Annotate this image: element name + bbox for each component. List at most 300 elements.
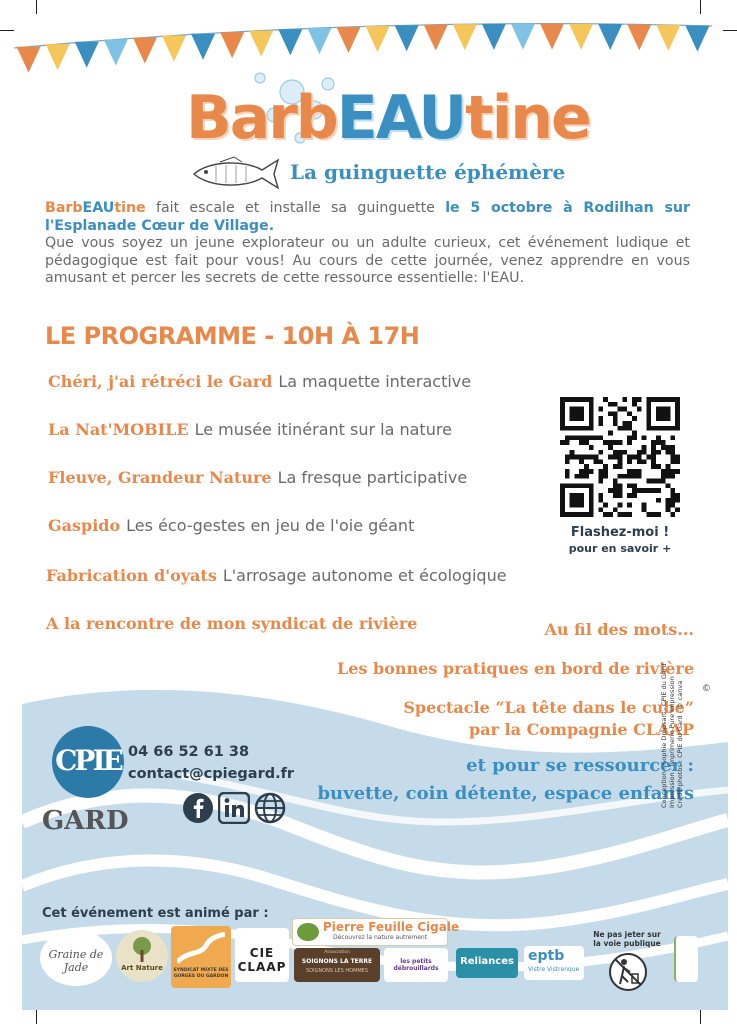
qr-module — [670, 455, 675, 460]
qr-module — [670, 445, 675, 450]
qr-module — [622, 512, 627, 517]
partner-logo-reliances — [456, 948, 518, 978]
qr-module — [579, 469, 584, 474]
qr-module — [670, 397, 675, 402]
qr-module — [574, 397, 579, 402]
qr-module — [656, 488, 661, 493]
qr-module — [618, 474, 623, 479]
qr-module — [622, 426, 627, 431]
qr-module — [570, 397, 575, 402]
partner-logo-eptb — [524, 946, 584, 980]
qr-module — [642, 450, 647, 455]
qr-module — [618, 455, 623, 460]
bunting-flag — [627, 24, 651, 50]
copyright-mark: © — [702, 684, 711, 694]
qr-module — [579, 459, 584, 464]
qr-module — [584, 474, 589, 479]
qr-module — [618, 493, 623, 498]
qr-module — [622, 421, 627, 426]
dispose-line: la voie publique — [593, 939, 661, 948]
qr-module — [627, 421, 632, 426]
qr-module — [646, 488, 651, 493]
bunting-flag — [540, 24, 564, 50]
qr-module — [574, 435, 579, 440]
qr-module — [637, 407, 642, 412]
bunting-flag — [191, 34, 215, 60]
qr-module — [670, 450, 675, 455]
qr-module — [656, 479, 661, 484]
bunting-flag — [17, 47, 41, 73]
qr-module — [651, 440, 656, 445]
bunting-flag — [366, 26, 390, 52]
qr-module — [560, 440, 565, 445]
qr-module — [608, 402, 613, 407]
imprimvert-logo — [674, 936, 698, 982]
qr-module — [565, 440, 570, 445]
bunting-flag — [395, 25, 419, 51]
credits-line: Impression : Imprimerie Pure Impression — [668, 676, 676, 808]
qr-module — [560, 402, 565, 407]
bunting-flag — [598, 24, 622, 50]
leaf-icon — [297, 923, 319, 941]
partner-logo-pierre-feuille-cigale — [292, 918, 460, 946]
activity-desc: L'arrosage autonome et écologique — [222, 566, 507, 585]
qr-module — [632, 397, 637, 402]
qr-module — [579, 426, 584, 431]
qr-module — [579, 440, 584, 445]
qr-module — [666, 450, 671, 455]
qr-module — [670, 493, 675, 498]
qr-module — [666, 397, 671, 402]
qr-module — [598, 421, 603, 426]
partner-logo-claap — [235, 928, 289, 982]
activity-desc: La maquette interactive — [278, 372, 472, 391]
qr-module — [570, 512, 575, 517]
qr-module — [651, 426, 656, 431]
cpie-logo-text: CPIE — [55, 744, 121, 777]
qr-module — [661, 407, 666, 412]
qr-module — [570, 503, 575, 508]
qr-module — [598, 407, 603, 412]
qr-module — [608, 431, 613, 436]
qr-module — [613, 440, 618, 445]
qr-module — [565, 512, 570, 517]
partner-tagline: Découvrez la nature autrement — [333, 934, 428, 941]
qr-module — [627, 440, 632, 445]
qr-module — [613, 455, 618, 460]
qr-module — [656, 512, 661, 517]
qr-module — [627, 503, 632, 508]
qr-module — [656, 450, 661, 455]
qr-module — [589, 397, 594, 402]
qr-module — [637, 397, 642, 402]
qr-module — [622, 474, 627, 479]
qr-module — [613, 416, 618, 421]
qr-module — [627, 469, 632, 474]
activity-item — [46, 566, 507, 585]
qr-module — [574, 416, 579, 421]
qr-module — [670, 512, 675, 517]
qr-module — [666, 483, 671, 488]
qr-module — [608, 440, 613, 445]
qr-module — [589, 411, 594, 416]
qr-module — [618, 450, 623, 455]
qr-module — [670, 474, 675, 479]
qr-module — [627, 512, 632, 517]
activity-title: Fabrication d'oyats — [46, 566, 217, 585]
qr-module — [570, 411, 575, 416]
spectacle-line: Spectacle “La tête dans le cube” — [403, 698, 694, 717]
qr-module — [651, 488, 656, 493]
qr-module — [670, 459, 675, 464]
partner-logo-petits-debrouillards — [384, 948, 448, 982]
qr-module — [618, 464, 623, 469]
activity-item — [48, 516, 414, 535]
facebook-icon[interactable] — [182, 792, 214, 824]
qr-module — [666, 416, 671, 421]
qr-module — [565, 459, 570, 464]
qr-module — [584, 440, 589, 445]
qr-module — [618, 426, 623, 431]
qr-module — [666, 498, 671, 503]
no-litter-icon — [608, 952, 648, 992]
qr-module — [675, 411, 680, 416]
qr-module — [656, 440, 661, 445]
partner-logo-graine — [40, 930, 112, 986]
qr-module — [627, 483, 632, 488]
bunting-flag — [220, 32, 244, 58]
qr-module — [642, 459, 647, 464]
bunting-flag — [336, 27, 360, 53]
qr-module — [656, 498, 661, 503]
qr-module — [675, 426, 680, 431]
qr-module — [651, 464, 656, 469]
qr-module — [666, 503, 671, 508]
dispose-notice — [592, 930, 662, 948]
qr-module — [570, 450, 575, 455]
qr-module — [589, 455, 594, 460]
qr-module — [603, 464, 608, 469]
activity-item — [48, 468, 467, 487]
qr-module — [656, 397, 661, 402]
cpie-logo — [52, 726, 124, 798]
qr-module — [579, 397, 584, 402]
qr-module — [589, 421, 594, 426]
qr-module — [670, 488, 675, 493]
qr-module — [632, 488, 637, 493]
qr-module — [627, 411, 632, 416]
qr-module — [579, 512, 584, 517]
partner-name: Reliances — [460, 956, 514, 967]
qr-module — [565, 455, 570, 460]
qr-module — [574, 493, 579, 498]
qr-module — [598, 435, 603, 440]
qr-module — [603, 469, 608, 474]
qr-module — [618, 512, 623, 517]
qr-module — [589, 512, 594, 517]
globe-icon[interactable] — [254, 792, 286, 824]
qr-module — [579, 474, 584, 479]
qr-module — [661, 445, 666, 450]
qr-module — [603, 512, 608, 517]
qr-module — [560, 416, 565, 421]
event-subtitle: La guinguette éphémère — [290, 160, 566, 184]
qr-module — [675, 416, 680, 421]
bunting-flag — [162, 36, 186, 62]
qr-module — [618, 488, 623, 493]
partner-name: Art Nature — [121, 964, 163, 972]
qr-module — [579, 416, 584, 421]
qr-module — [666, 426, 671, 431]
qr-module — [603, 503, 608, 508]
bunting-flag — [307, 28, 331, 54]
ressourcer-line: et pour se ressourcer : — [466, 755, 694, 776]
bunting-flag — [133, 37, 157, 63]
activity-desc: La fresque participative — [277, 468, 468, 487]
qr-module — [560, 411, 565, 416]
qr-module — [579, 407, 584, 412]
qr-module — [656, 411, 661, 416]
programme-item-pratiques: Les bonnes pratiques en bord de rivière — [337, 659, 694, 678]
qr-module — [574, 483, 579, 488]
qr-module — [642, 435, 647, 440]
qr-module — [584, 469, 589, 474]
qr-module — [565, 397, 570, 402]
qr-module — [589, 435, 594, 440]
qr-module — [560, 488, 565, 493]
qr-module — [574, 503, 579, 508]
qr-module — [618, 440, 623, 445]
qr-module — [666, 407, 671, 412]
qr-module — [598, 450, 603, 455]
qr-module — [570, 483, 575, 488]
qr-module — [646, 407, 651, 412]
qr-module — [603, 440, 608, 445]
print-credits — [660, 628, 684, 808]
qr-module — [656, 435, 661, 440]
activity-title: Gaspido — [48, 516, 121, 535]
qr-module — [589, 407, 594, 412]
qr-module — [656, 464, 661, 469]
qr-module — [574, 498, 579, 503]
credits-line: Crédit photos : CPIE du Gard - © canva — [676, 680, 684, 808]
dispose-line: Ne pas jeter sur — [593, 930, 661, 939]
bunting-garland — [0, 0, 737, 90]
qr-module — [584, 435, 589, 440]
linkedin-icon[interactable] — [218, 792, 250, 824]
qr-module — [598, 493, 603, 498]
tree-icon — [126, 936, 158, 962]
crop-mark — [700, 1010, 701, 1024]
qr-module — [589, 507, 594, 512]
qr-module — [651, 479, 656, 484]
qr-module — [574, 411, 579, 416]
bunting-flag — [453, 24, 477, 50]
qr-module — [666, 464, 671, 469]
qr-module — [646, 397, 651, 402]
qr-module — [589, 498, 594, 503]
qr-module — [608, 455, 613, 460]
partner-name: Pierre Feuille Cigale — [323, 920, 460, 934]
qr-module — [579, 493, 584, 498]
partner-name: Graine de Jade — [48, 948, 104, 974]
qr-module — [598, 498, 603, 503]
qr-module — [589, 483, 594, 488]
qr-module — [579, 498, 584, 503]
partner-name: les petits débrouillards — [393, 958, 439, 972]
qr-module — [589, 445, 594, 450]
intro-text: Que vous soyez un jeune explorateur ou un adulte curieux, cet événement ludique et pédagogique est fait pour vous! Au cours de cette journée, venez apprendre en vous amusant et percer les secrets de cette ressource essentielle: l'EAU. — [45, 235, 690, 286]
qr-module — [560, 407, 565, 412]
qr-module — [637, 450, 642, 455]
qr-module — [661, 469, 666, 474]
activity-item — [48, 372, 471, 391]
partner-logo-artnature — [116, 930, 168, 982]
qr-module — [579, 455, 584, 460]
qr-module — [608, 445, 613, 450]
qr-module — [627, 455, 632, 460]
qr-module — [560, 483, 565, 488]
qr-module — [627, 493, 632, 498]
partner-tagline: Vistre Vistrenque — [528, 966, 580, 973]
qr-module — [574, 426, 579, 431]
activity-desc: Les éco-gestes en jeu de l'oie géant — [126, 516, 415, 535]
qr-module — [646, 455, 651, 460]
qr-module — [632, 474, 637, 479]
qr-module — [584, 512, 589, 517]
activity-title: A la rencontre de mon syndicat de rivière — [46, 614, 418, 633]
qr-module — [589, 402, 594, 407]
qr-module — [666, 411, 671, 416]
qr-module — [661, 426, 666, 431]
qr-module — [670, 435, 675, 440]
qr-module — [675, 493, 680, 498]
programme-item-fil: Au fil des mots... — [544, 620, 694, 639]
partner-name: eptb — [528, 948, 565, 964]
qr-module — [565, 469, 570, 474]
qr-module — [613, 507, 618, 512]
qr-module — [622, 407, 627, 412]
qr-module — [661, 474, 666, 479]
qr-module — [584, 464, 589, 469]
qr-caption — [545, 525, 695, 557]
title-part-tine: tine — [465, 83, 590, 153]
contact-phone[interactable]: 04 66 52 61 38 — [128, 744, 250, 760]
qr-module — [675, 459, 680, 464]
intro-paragraph — [45, 200, 690, 288]
qr-module — [637, 474, 642, 479]
qr-module — [565, 483, 570, 488]
qr-module — [627, 435, 632, 440]
qr-module — [637, 455, 642, 460]
qr-module — [613, 421, 618, 426]
qr-caption-line: pour en savoir + — [568, 542, 672, 555]
qr-module — [613, 411, 618, 416]
cpie-gard-label: GARD — [42, 806, 129, 836]
qr-module — [637, 488, 642, 493]
qr-module — [584, 397, 589, 402]
qr-module — [579, 483, 584, 488]
contact-email[interactable]: contact@cpiegard.fr — [128, 766, 295, 782]
qr-module — [675, 407, 680, 412]
fish-icon — [190, 156, 282, 192]
qr-module — [584, 426, 589, 431]
qr-module — [598, 507, 603, 512]
qr-module — [594, 435, 599, 440]
qr-module — [565, 474, 570, 479]
qr-module — [618, 503, 623, 508]
partner-logo-syndicat — [171, 926, 231, 988]
qr-module — [589, 488, 594, 493]
qr-module — [613, 483, 618, 488]
qr-code[interactable] — [560, 397, 680, 517]
qr-module — [594, 455, 599, 460]
activity-item — [46, 614, 423, 633]
qr-module — [656, 416, 661, 421]
qr-module — [618, 459, 623, 464]
qr-module — [656, 426, 661, 431]
qr-module — [589, 469, 594, 474]
qr-module — [613, 464, 618, 469]
qr-module — [589, 503, 594, 508]
qr-module — [613, 450, 618, 455]
qr-module — [651, 445, 656, 450]
intro-date-place: le 5 octobre à Rodilhan sur l'Esplanade Cœur de Village. — [45, 200, 690, 234]
qr-module — [570, 416, 575, 421]
qr-module — [646, 426, 651, 431]
qr-module — [632, 493, 637, 498]
qr-module — [584, 483, 589, 488]
qr-module — [651, 397, 656, 402]
qr-module — [603, 397, 608, 402]
qr-module — [646, 411, 651, 416]
bunting-flag — [424, 25, 448, 51]
qr-module — [560, 426, 565, 431]
partner-name: CIE CLAAP — [237, 946, 287, 974]
qr-module — [574, 455, 579, 460]
qr-module — [670, 503, 675, 508]
qr-module — [622, 397, 627, 402]
qr-module — [661, 416, 666, 421]
qr-module — [627, 426, 632, 431]
qr-module — [661, 411, 666, 416]
partner-tagline: Association — [324, 950, 350, 955]
qr-module — [651, 512, 656, 517]
activity-title: Fleuve, Grandeur Nature — [48, 468, 272, 487]
title-part-barb: Barb — [186, 83, 337, 153]
qr-module — [560, 507, 565, 512]
qr-module — [666, 445, 671, 450]
intro-text: fait escale et installe sa guinguette — [145, 200, 446, 216]
qr-module — [598, 474, 603, 479]
qr-module — [627, 474, 632, 479]
partner-name: SOIGNONS LA TERRE — [301, 958, 373, 965]
qr-module — [670, 469, 675, 474]
qr-module — [656, 407, 661, 412]
title-part-eau: EAU — [336, 83, 466, 153]
qr-module — [594, 459, 599, 464]
qr-module — [651, 459, 656, 464]
river-icon — [177, 932, 225, 966]
bunting-flag — [511, 24, 535, 50]
qr-module — [675, 421, 680, 426]
qr-module — [608, 488, 613, 493]
qr-module — [613, 479, 618, 484]
bunting-flag — [278, 29, 302, 55]
qr-module — [651, 455, 656, 460]
qr-module — [589, 426, 594, 431]
spectacle-line: par la Compagnie CLAAP — [469, 720, 694, 739]
